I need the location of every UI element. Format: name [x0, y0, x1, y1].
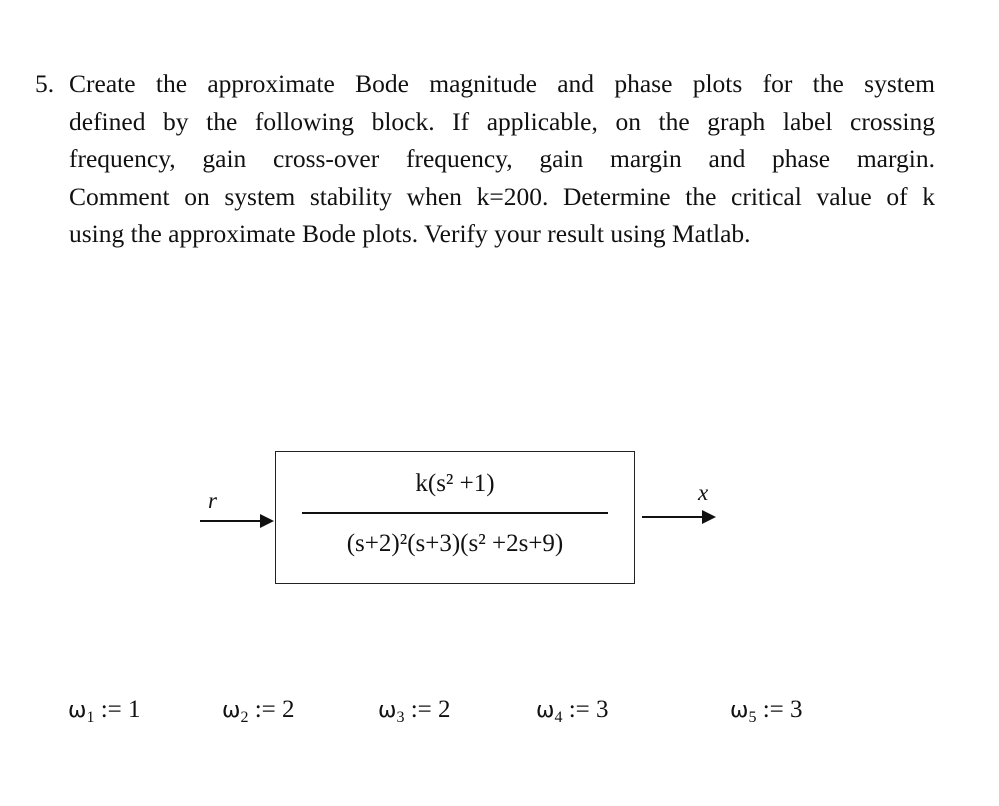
omega-value: := 3 [762, 696, 803, 723]
problem-number: 5. [35, 69, 55, 98]
omega-symbol: ω [730, 698, 749, 723]
omega-value: := 2 [254, 696, 295, 723]
fraction-bar [302, 512, 608, 514]
tf-denominator: (s+2)²(s+3)(s² +2s+9) [346, 529, 564, 557]
omega-subscript: 2 [240, 709, 249, 726]
omega-value: := 2 [410, 696, 451, 723]
omega-def [536, 696, 608, 727]
omega-symbol: ω [536, 698, 555, 723]
omega-def [378, 696, 450, 727]
transfer-function-block [275, 451, 635, 584]
omega-definitions [0, 696, 999, 736]
transfer-function [276, 460, 634, 568]
problem-line: Comment on system stability when k=200. Determine the critical value of k [69, 181, 935, 211]
output-arrow [642, 516, 714, 518]
omega-value: := 1 [100, 696, 141, 723]
omega-subscript: 4 [554, 709, 563, 726]
omega-subscript: 1 [86, 709, 95, 726]
problem-text [69, 65, 935, 253]
omega-subscript: 5 [748, 709, 757, 726]
omega-def [730, 696, 802, 727]
arrow-head-icon [702, 510, 716, 524]
omega-value: := 3 [568, 696, 609, 723]
omega-symbol: ω [378, 698, 397, 723]
input-arrow [200, 520, 272, 522]
output-label: x [698, 480, 709, 505]
omega-def [68, 696, 140, 727]
block-diagram [190, 440, 730, 600]
problem-statement [35, 65, 935, 253]
problem-line: defined by the following block. If applicable, on the graph label crossing [69, 106, 935, 136]
omega-subscript: 3 [396, 709, 405, 726]
problem-line: using the approximate Bode plots. Verify your result using Matlab. [69, 219, 751, 248]
arrow-head-icon [260, 514, 274, 528]
input-label: r [208, 488, 217, 513]
omega-def [222, 696, 294, 727]
problem-line: Create the approximate Bode magnitude and phase plots for the system [69, 69, 935, 98]
tf-numerator: k(s² +1) [415, 470, 495, 497]
omega-symbol: ω [68, 698, 87, 723]
problem-line: frequency, gain cross-over frequency, gain margin and phase margin. [69, 144, 935, 173]
omega-symbol: ω [222, 698, 241, 723]
